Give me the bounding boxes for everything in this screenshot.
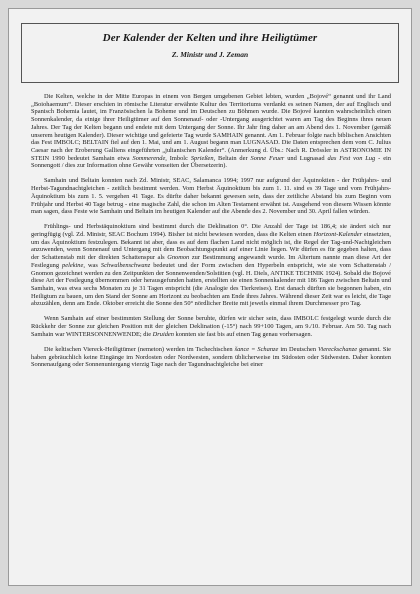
text-run: einsetzten, um das Äquinoktium festzulegen. Bekannt ist aber, dass es auf dem flachen Land nicht möglich ist, die Regel der Tag-und-Nachtgleichen anzuwenden, wenn Sonnenauf und Untergang mit dem Beobachtungspunkt auf einer Linie liegen. Wir dürfen es für gegeben halten, dass der Schattenstab mit der direkten Schattenspur als: [31, 231, 392, 262]
text-run: Samhain und Beltain konnten nach Zd. Ministr, SEAC, Salamanca 1994; 1997 nur aufgrund der Äquinoktien - der Frühjahrs- und Herbst-Tagundnachtgleichen - zeitlich bestimmt werden. Vom Herbst Äquinoktium bis zum 1. 11. sind es 39 Tage und vom Frühjahrs-Äquinoktium bis zum 1. 5. vergehen 41 Tage. Es dürfte daher bekannt gewesen sein, dass der zeitliche Abstand bis zum Beginn vom Frühjahr und Herbst 40 Tage betrug - eine magische Zahl, die schon im Alten Testament erwähnt ist. Ausgehend von diesem Wissen könnte man sagen, dass Feste wie Samhain und Beltain im heutigen Kalender auf die Abende des 2. November und 30. April fallen würden.: [31, 177, 391, 216]
italic-term: Sommerende: [132, 154, 166, 162]
text-run: Die Kelten, welche in der Mitte Europas in einem von Bergen umgebenen Gebiet lebten, wurden „Bojové“ genannt und ihr Land „Boiohaemum“. Dieser erschien in römische Literatur erwähnte Kultur des Territoriums verdankt es seinen Namen, der auf Englisch und Spanisch Bohemia lautet, im Französischen la Boheme und im Deutschen zu Böhmen wurde. Die Bojové kannten wahrscheinlich einen Sonnenkalender, da einige ihrer Heiligtümer auf den Sonnenauf- oder -Untergang ausgerichtet waren am Tag des Beginns ihres neuen Jahres. Der Tag der Kelten begann und endete mit dem Untergang der Sonne. Ihr Jahr fing daher an am Abend des 1. November (gemäß unserem heutigen Kalender). Dieser wichtige und gefeierte Tag wurde SAMHAIN genannt. Am 1. Februar folgte nach biblischen Ansichten das Fest IMBOLC; BELTAIN fiel auf den 1. Mai, und am 1. August begann man LUGNASAD. Die Daten entsprechen dem vom C. Julius Caesar nach der Eroberung Galliens eingeführten „julianischen Kalender“. (Anmerkung d. Übs.: Nach R. Drössler in ASTRONOMIE IN STEIN 1990 bedeutet Samhain etwa: [31, 93, 391, 162]
italic-term: Viereckschanze: [318, 345, 358, 353]
italic-term: pelekine: [62, 261, 84, 269]
text-run: , Imbolc: [165, 154, 191, 162]
italic-term: Druiden: [152, 330, 174, 338]
text-run: , was: [83, 261, 101, 269]
text-run: konnten sie fast bis auf einen Tag genau vorhersagen.: [173, 330, 313, 338]
paragraph: [31, 93, 391, 170]
italic-term: das Fest von Lug: [327, 154, 376, 162]
article-title: Der Kalender der Kelten und ihre Heiligtümer: [102, 32, 318, 44]
text-run: Die keltischen Viereck-Heiligtümer (nemeton) werden im Tschechischen: [44, 345, 235, 353]
paragraph: [31, 177, 391, 216]
title-box: [21, 23, 399, 83]
text-run: bedeutet und der Form zwischen den Hyperbeln entspricht, wie sie vom Schattenstab / Gnomon gezeichnet werden zu den Zeitpunkten der Sonnenwenden/Solstitien (vgl. H. Diels, ANTIKE TECHNIK 1924). Sobald die Bojové diese Art der Festlegung übernommen oder herausgefunden hatten, erstellten sie einen Sonnenkalender mit 186 Tagen zwischen Beltain und Samhain, was etwa sechs Monaten zu je 31 Tagen entspricht (die Analogie des Tierkreises). Erst danach dürften sie begonnen haben, ein Heiligtum zu bauen, um den Stand der Sonne am Horizont zu beobachten am Ende ihres Jahres. Während dieser Zeit war es leicht, die Tage abzuzählen, denn am Ende. Oktober erreicht die Sonne den 50° nördlicher Breite mit jeweils einmal ihrem Durchmesser pro Tag.: [31, 261, 391, 308]
italic-term: Schwalbenschwanz: [100, 261, 151, 269]
document-page: [8, 8, 412, 586]
paragraph: [31, 315, 391, 338]
text-run: genannt. Sie haben gebräuchlich keine Eingänge im Nordosten oder Nordwesten, sondern üblicherweise im Südosten oder Südwesten. Daher konnten Sonnenaufgang oder Sonnenuntergang vierzig Tage nach der Tagundnachtgleiche bei einer: [31, 345, 391, 369]
italic-term: Sprießen: [190, 154, 214, 162]
italic-term: Horizont-Kalender: [313, 231, 363, 239]
text-run: Frühlings- und Herbstäquinoktium sind bestimmt durch die Deklination 0°. Die Anzahl der Tage ist 186,4; sie ändert sich nur geringfügig (vgl. Zd. Ministr, SEAC Bochum 1994). Bisher ist nicht bewiesen worden, dass die Kelten einen: [31, 223, 391, 239]
article-body: [31, 93, 391, 376]
text-run: und Lugnasad: [284, 154, 328, 162]
text-run: - ein Sonnengott / dies zur Information ohne Gewähr vonseiten der Übersetzerin).: [31, 154, 392, 170]
text-run: zur Bestimmung angewandt wurde. Im Altertum nannte man diese Art der Festlegung: [31, 254, 391, 269]
paragraph: [31, 346, 391, 369]
italic-term: Sonne Feuer: [250, 154, 285, 162]
italic-term: šance = Schanze: [234, 345, 279, 353]
text-run: Wenn Samhain auf einer bestimmten Stellung der Sonne beruhte, dürfen wir sicher sein, dass IMBOLC festgelegt wurde durch die Rückkehr der Sonne zur gleichen Position mit der gleichen Deklination (-15°) nach 99+100 Tagen, am 9./10. Februar. Am 50. Tag nach Samhain war WINTERSONNENWENDE; die: [31, 315, 391, 338]
paragraph: [31, 223, 391, 308]
italic-term: Gnomon: [167, 254, 190, 262]
text-run: im Deutschen: [278, 345, 318, 353]
article-authors: Z. Ministr und J. Zeman: [171, 50, 249, 59]
text-run: , Beltain der: [213, 154, 251, 162]
